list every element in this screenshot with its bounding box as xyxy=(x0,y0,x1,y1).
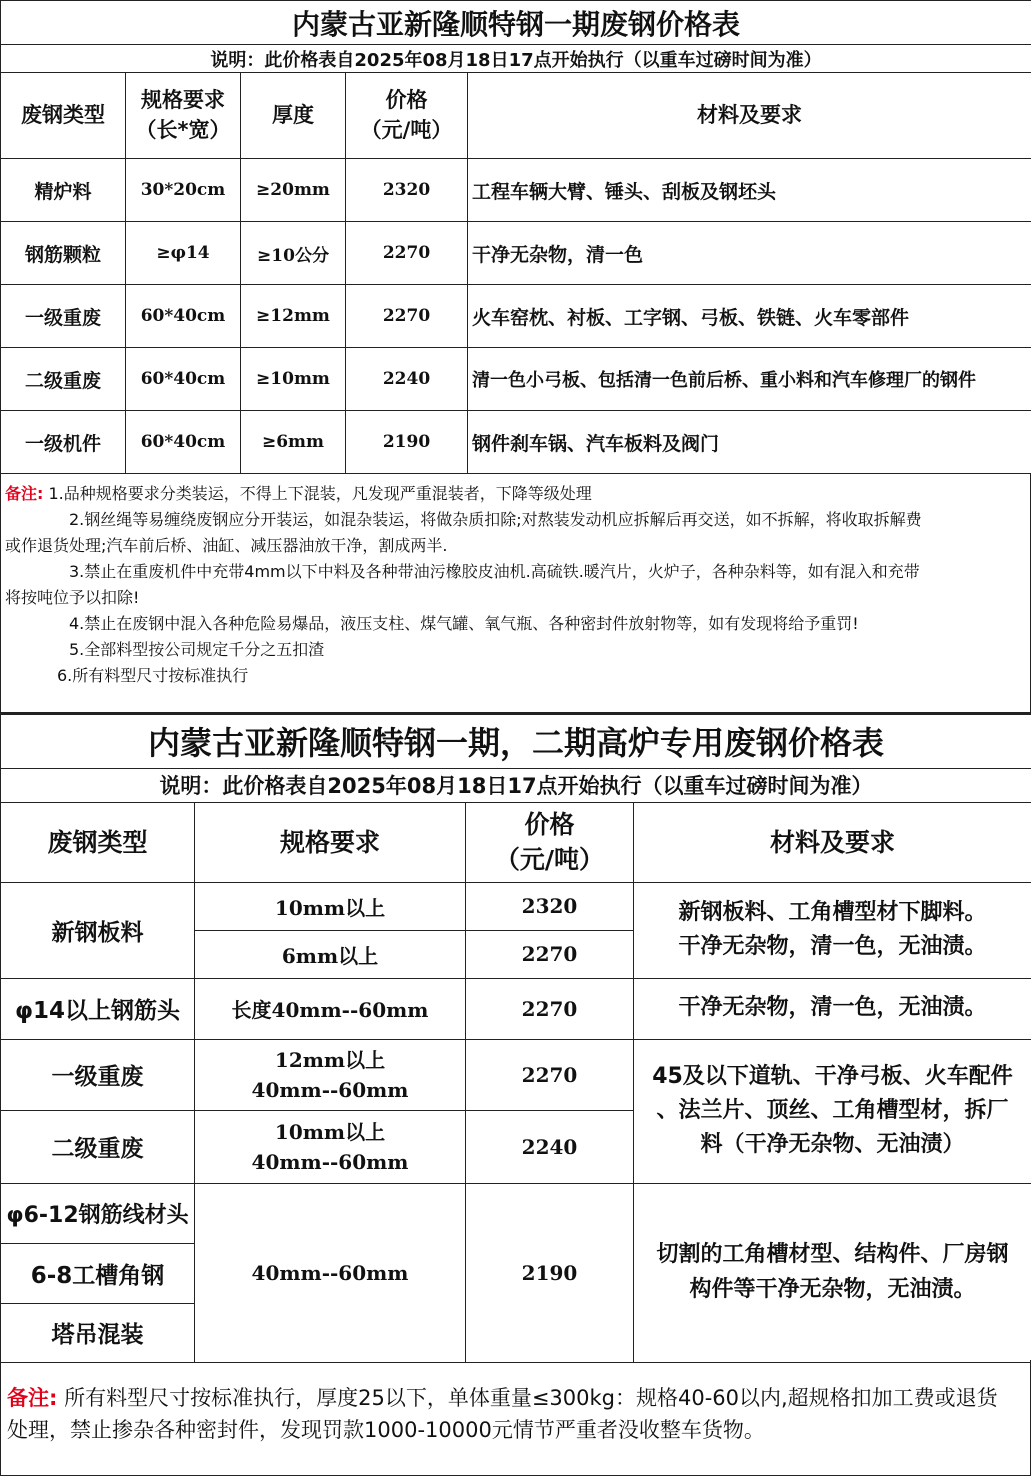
header-type: 废钢类型 xyxy=(1,802,195,882)
cell-type: 二级重废 xyxy=(1,1110,195,1183)
material-line: 构件等干净无杂物，无油渍。 xyxy=(689,1276,976,1302)
cell-material xyxy=(634,1183,1031,1362)
cell-spec: 10mm以上 xyxy=(195,882,466,930)
table-row xyxy=(1,882,1031,930)
table-row xyxy=(1,285,1031,348)
cell-spec: 长度40mm--60mm xyxy=(195,978,466,1039)
cell-spec: 6mm以上 xyxy=(195,930,466,978)
cell-material xyxy=(634,882,1031,978)
cell-spec xyxy=(195,1110,466,1183)
cell-material: 清一色小弓板、包括清一色前后桥、重小料和汽车修理厂的钢件 xyxy=(468,348,1031,411)
cell-type: 新钢板料 xyxy=(1,882,195,978)
spec-line: 12mm以上 xyxy=(274,1047,386,1072)
cell-spec: 60*40cm xyxy=(126,285,241,348)
cell-material xyxy=(634,1039,1031,1183)
cell-spec: 30*20cm xyxy=(126,159,241,222)
remark-line: 6.所有料型尺寸按标准执行 xyxy=(57,666,249,685)
cell-thickness: ≥6mm xyxy=(241,411,346,474)
spec-line: 40mm--60mm xyxy=(251,1077,409,1102)
cell-price: 2320 xyxy=(346,159,468,222)
cell-material: 火车窑枕、衬板、工字钢、弓板、铁链、火车零部件 xyxy=(468,285,1031,348)
header-spec xyxy=(126,73,241,159)
table-row xyxy=(1,222,1031,285)
remark-line: 4.禁止在废钢中混入各种危险易爆品，液压支柱、煤气罐、氧气瓶、各种密封件放射物等，如有发现将给予重罚! xyxy=(69,614,859,633)
table-row xyxy=(1,411,1031,474)
header-price-line1: 价格 xyxy=(385,88,428,113)
cell-price: 2270 xyxy=(346,285,468,348)
cell-thickness: ≥12mm xyxy=(241,285,346,348)
cell-spec xyxy=(195,1039,466,1110)
remark-line xyxy=(7,1382,1022,1414)
table-2-note: 说明：此价格表自2025年08月18日17点开始执行（以重车过磅时间为准） xyxy=(1,768,1031,802)
price-table-1 xyxy=(0,0,1031,474)
cell-spec: ≥φ14 xyxy=(126,222,241,285)
table-1-note: 说明：此价格表自2025年08月18日17点开始执行（以重车过磅时间为准） xyxy=(1,45,1031,73)
header-type: 废钢类型 xyxy=(1,73,126,159)
header-price xyxy=(346,73,468,159)
remarks-label: 备注: xyxy=(7,1386,58,1410)
cell-type: 塔吊混装 xyxy=(1,1303,195,1362)
header-price-line2: （元/吨） xyxy=(360,117,453,142)
remarks-label: 备注: xyxy=(5,484,44,503)
header-price xyxy=(466,802,634,882)
cell-spec: 60*40cm xyxy=(126,348,241,411)
cell-thickness: ≥20mm xyxy=(241,159,346,222)
cell-type: φ14以上钢筋头 xyxy=(1,978,195,1039)
table-1-title: 内蒙古亚新隆顺特钢一期废钢价格表 xyxy=(1,1,1031,45)
table-row xyxy=(1,1183,1031,1243)
table-row xyxy=(1,159,1031,222)
cell-price: 2190 xyxy=(346,411,468,474)
cell-type: 6-8工槽角钢 xyxy=(1,1243,195,1303)
cell-type: 钢筋颗粒 xyxy=(1,222,126,285)
remark-line: 3.禁止在重废机件中充带4mm以下中料及各种带油污橡胶皮油机.高硫铁.暖汽片，火炉子，各种杂料等，如有混入和充带 xyxy=(69,562,920,581)
material-line: 45及以下道轨、干净弓板、火车配件 xyxy=(652,1063,1013,1089)
cell-price: 2270 xyxy=(466,930,634,978)
cell-material: 钢件刹车锅、汽车板料及阀门 xyxy=(468,411,1031,474)
cell-type: φ6-12钢筋线材头 xyxy=(1,1183,195,1243)
header-price-line1: 价格 xyxy=(524,810,575,839)
table-row xyxy=(1,1039,1031,1110)
material-line: 干净无杂物，清一色，无油渍。 xyxy=(678,934,987,959)
header-spec: 规格要求 xyxy=(195,802,466,882)
cell-price: 2270 xyxy=(346,222,468,285)
header-spec-line1: 规格要求 xyxy=(141,88,225,113)
cell-price: 2270 xyxy=(466,1039,634,1110)
remark-line: 5.全部料型按公司规定千分之五扣渣 xyxy=(69,640,325,659)
cell-price: 2320 xyxy=(466,882,634,930)
material-line: 、法兰片、顶丝、工角槽型材，拆厂 xyxy=(656,1097,1009,1123)
price-table-2 xyxy=(0,713,1031,1363)
cell-spec: 40mm--60mm xyxy=(195,1183,466,1362)
spec-line: 10mm以上 xyxy=(274,1119,386,1144)
spec-line: 40mm--60mm xyxy=(251,1149,409,1174)
remarks-1 xyxy=(0,473,1031,713)
remark-line: 或作退货处理;汽车前后桥、油缸、减压器油放干净，割成两半. xyxy=(5,536,448,555)
cell-type: 精炉料 xyxy=(1,159,126,222)
header-price-line2: （元/吨） xyxy=(494,845,605,874)
material-line: 切割的工角槽材型、结构件、厂房钢 xyxy=(656,1242,1009,1268)
cell-type: 二级重废 xyxy=(1,348,126,411)
cell-material: 干净无杂物，清一色 xyxy=(468,222,1031,285)
cell-type: 一级重废 xyxy=(1,1039,195,1110)
cell-type: 一级重废 xyxy=(1,285,126,348)
cell-material: 干净无杂物，清一色，无油渍。 xyxy=(634,978,1031,1039)
remark-line: 将按吨位予以扣除! xyxy=(5,588,140,607)
table-2-title: 内蒙古亚新隆顺特钢一期，二期高炉专用废钢价格表 xyxy=(1,714,1031,768)
material-line: 新钢板料、工角槽型材下脚料。 xyxy=(678,899,987,925)
header-material: 材料及要求 xyxy=(468,73,1031,159)
cell-thickness: ≥10公分 xyxy=(241,222,346,285)
cell-material: 工程车辆大臂、锤头、刮板及钢坯头 xyxy=(468,159,1031,222)
cell-spec: 60*40cm xyxy=(126,411,241,474)
cell-price: 2240 xyxy=(466,1110,634,1183)
cell-price: 2190 xyxy=(466,1183,634,1362)
table-row xyxy=(1,348,1031,411)
remark-line: 2.钢丝绳等易缠绕废钢应分开装运，如混杂装运，将做杂质扣除;对熬装发动机应拆解后再交送，如不拆解，将收取拆解费 xyxy=(69,510,922,529)
header-thickness: 厚度 xyxy=(241,73,346,159)
header-spec-line2: （长*宽） xyxy=(135,117,231,142)
cell-price: 2270 xyxy=(466,978,634,1039)
cell-thickness: ≥10mm xyxy=(241,348,346,411)
table-row xyxy=(1,978,1031,1039)
remark-line xyxy=(5,481,1024,507)
header-material: 材料及要求 xyxy=(634,802,1031,882)
remark-line: 处理，禁止掺杂各种密封件，发现罚款1000-10000元情节严重者没收整车货物。 xyxy=(7,1418,765,1442)
remark-text: 1.品种规格要求分类装运，不得上下混装，凡发现严重混装者，下降等级处理 xyxy=(48,484,592,503)
cell-type: 一级机件 xyxy=(1,411,126,474)
remark-text: 所有料型尺寸按标准执行，厚度25以下，单体重量≤300kg：规格40-60以内,超规格扣加工费或退货 xyxy=(64,1386,998,1410)
cell-price: 2240 xyxy=(346,348,468,411)
remarks-2 xyxy=(0,1360,1031,1476)
material-line: 料（干净无杂物、无油渍） xyxy=(700,1132,965,1158)
